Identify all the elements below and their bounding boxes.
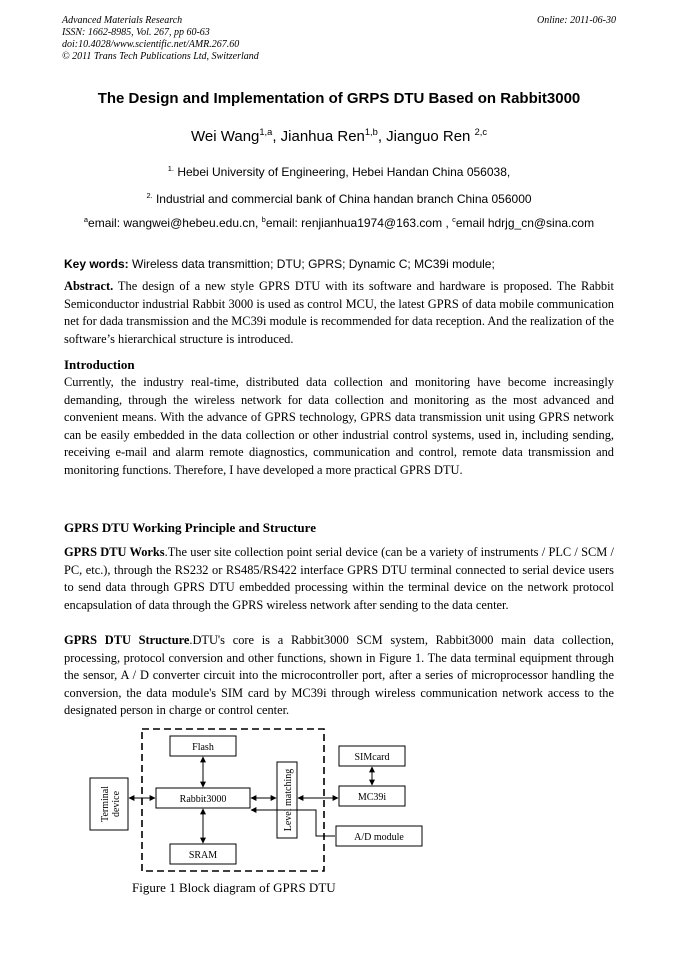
rabbit3000-label: Rabbit3000 [179, 794, 227, 805]
block-diagram [86, 726, 426, 876]
level-matching-label: Level matching [283, 768, 294, 832]
terminal-device-label-2: device [111, 790, 122, 818]
abstract-label: Abstract. [64, 279, 114, 293]
works-text: .The user site collection point serial device (can be a variety of instruments / PLC / SCM / PC, etc.), through the RS232 or RS485/RS422 interface GPRS DTU terminal connected to serial device users to send data through GPRS DTU embedded processing within the terminal device on the network protocol encapsulation of data through the GPRS wireless network after sending to the data center. [64, 545, 614, 612]
sram-label: SRAM [188, 850, 218, 861]
paper-title: The Design and Implementation of GRPS DTU Based on Rabbit3000 [97, 90, 581, 107]
email-text: email hdrjg_cn@sina.com [455, 216, 595, 230]
abstract-text: The design of a new style GPRS DTU with its software and hardware is proposed. The Rabbit Semiconductor industrial Rabbit 3000 is used as control MCU, the latest GPRS of data mobile communication net for dada transmission and the MC39i module is recommended for data reception. And the realization of the software’s hierarchical structure is introduced. [64, 279, 614, 346]
simcard-label: SIMcard [354, 752, 390, 763]
copyright-line: © 2011 Trans Tech Publications Ltd, Switzerland [62, 51, 259, 62]
mc39i-label: MC39i [357, 792, 387, 803]
affiliation-sup: 2. [146, 191, 153, 200]
flash-label: Flash [192, 742, 214, 753]
affiliation-text: Industrial and commercial bank of China handan branch China 056000 [152, 192, 532, 206]
figure-caption: Figure 1 Block diagram of GPRS DTU [132, 880, 336, 895]
works-label: GPRS DTU Works [64, 545, 165, 559]
introduction-text: Currently, the industry real-time, distributed data collection and monitoring have become increasingly demanding, through the wireless network for data collection and monitoring as the most advanced and convenient means. With the advance of GPRS technology, GPRS data transmission unit using GPRS network can be easily embedded in the data collection or other industrial control systems, used in, including sending, receiving e-mail and alarm remote diagnostics, communication and control, remote data transmission and monitoring functions. Therefore, I have developed a more practical GPRS DTU. [64, 375, 614, 477]
journal-header [62, 15, 616, 63]
email-line [0, 216, 678, 230]
works-paragraph [64, 544, 614, 614]
author-list [0, 128, 678, 145]
keywords-text: Wireless data transmittion; DTU; GPRS; Dynamic C; MC39i module; [128, 257, 495, 271]
email-sup: a [83, 215, 89, 224]
author-sup: 1,b [364, 127, 378, 137]
introduction-heading: Introduction [64, 357, 135, 372]
author-name: , Jianhua Ren [272, 128, 365, 145]
structure-paragraph [64, 632, 614, 720]
abstract [64, 278, 614, 348]
author-sup: 1,a [259, 127, 273, 137]
keywords-label: Key words: [64, 257, 129, 271]
email-sup: c [452, 215, 456, 224]
structure-label: GPRS DTU Structure [64, 633, 190, 647]
journal-name: Advanced Materials Research [62, 15, 183, 26]
section-heading: GPRS DTU Working Principle and Structure [64, 520, 316, 535]
issn-line: ISSN: 1662-8985, Vol. 267, pp 60-63 [62, 27, 210, 38]
author-sup: 2,c [474, 127, 487, 137]
terminal-device-label-1: Terminal [100, 786, 111, 822]
keywords [64, 257, 495, 271]
author-name: Wei Wang [191, 128, 260, 145]
ad-module-label: A/D module [354, 832, 404, 843]
affiliation-1 [0, 165, 678, 179]
structure-text: .DTU's core is a Rabbit3000 SCM system, Rabbit3000 main data collection, processing, protocol conversion and other functions, shown in Figure 1. The data terminal equipment through the sensor, A / D converter circuit into the microcontroller port, after a series of microprocessor handling the conversion, the data module's SIM card by MC39i through wireless communication network access to the designated person in charge or control center. [64, 633, 614, 718]
author-name: , Jianguo Ren [377, 128, 475, 145]
email-sup: b [261, 215, 266, 224]
online-date: Online: 2011-06-30 [537, 15, 616, 26]
email-text: email: wangwei@hebeu.edu.cn, [88, 216, 262, 230]
affiliation-text: Hebei University of Engineering, Hebei Handan China 056038, [173, 165, 511, 179]
affiliation-sup: 1. [167, 164, 174, 173]
doi-line: doi:10.4028/www.scientific.net/AMR.267.60 [62, 39, 240, 50]
email-text: email: renjianhua1974@163.com , [265, 216, 453, 230]
affiliation-2 [0, 192, 678, 206]
